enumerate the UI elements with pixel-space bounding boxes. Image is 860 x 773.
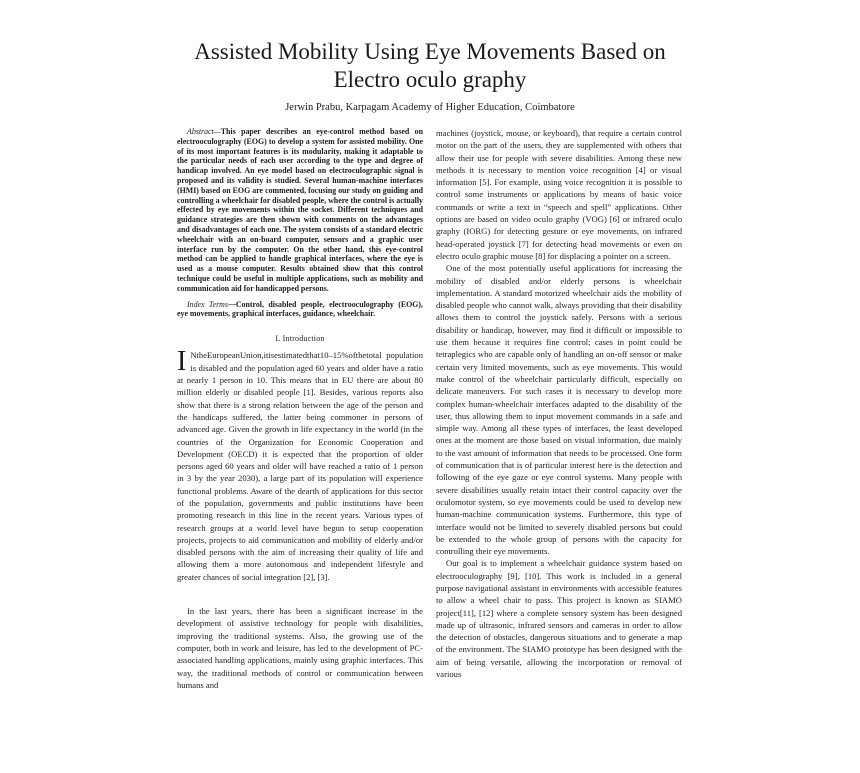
paper-title-line-2: Electro oculo graphy	[333, 67, 527, 92]
abstract-label: Abstract—	[187, 127, 221, 136]
right-column	[436, 127, 682, 680]
right-paragraph-2: One of the most potentially useful applications for increasing the mobility of disabled and/or elderly persons is wheelchair implementation. A standard motorized wheelchair aids the mobility of disabled people who cannot walk, always providing that their disability allows them to control the joystick safely. Persons with a serious disability or handicap, however, may find it difficult or impossible to use them because it requires fine control; cases in point could be tetraplegics who are capable only of handling an on-off sensor or make certain very limited movements, such as eye movements. This would make control of the wheelchair particularly difficult, especially on delicate maneuvers. For such cases it is necessary to develop more complex human-wheelchair interfaces adapted to the disability of the user, thus allowing them to input movement commands in a safe and simple way. Among all these types of interfaces, the least developed ones at the moment are those based on visual information, due mainly to the vast amount of information that needs to be processed. One form of communication that is of particular interest here is the detection and following of the eye gaze or eye control systems. Many people with severe disabilities usually retain intact their control capacity over the oculomotor system, so eye movements could be used to develop new human-machine communication systems. Furthermore, this type of interface would not be limited to severely disabled persons but could be extended to the whole group of persons with the capacity for controlling their eye movements.	[436, 263, 682, 557]
section-heading-introduction: I. Introduction	[275, 334, 325, 344]
drop-cap: I	[177, 346, 187, 378]
index-terms-text: —Control, disabled people, electrooculography (EOG), eye movements, graphical interfaces, guidance, wheelchair.	[177, 299, 423, 319]
intro-paragraph-1-text: NtheEuropeanUnion,itisestimatedthat10–15%ofthetotal population is disabled and the population aged 60 years and older have a ratio at nearly 1 person in 10. This means that in EU there are about 80 million elderly or disabled people [1]. Besides, various reports also show that there is a strong relation between the age of the person and the handicaps suffered, the latter being commoner in persons of advanced age. Given the growth in life expectancy in the world (in the countries of the Organization for Economic Cooperation and Development (OECD) it is expected that the proportion of older persons aged 60 years and older will have reached a ratio of 1 person in 3 by the year 2030), a large part of its population will experience functional problems. Aware of the dearth of applications for this sector of the population, governments and public institutions have been promoting research in this line in the recent years. Various types of research groups at a world level have begun to setup cooperation projects, projects to aid communication and mobility of elderly and/or disabled persons with the aim of increasing their quality of life and allowing them a more autonomous and independent lifestyle and greater chances of social integration [2], [3].	[177, 350, 423, 582]
abstract-text: This paper describes an eye-control method based on electrooculography (EOG) to develop a system for assisted mobility. One of its most important features is its modularity, making it adaptable to the particular needs of each user according to the type and degree of handicap involved. An eye model based on electroculographic signal is proposed and its validity is studied. Several human-machine interfaces (HMI) based on EOG are commented, focusing our study on guiding and controlling a wheelchair for disabled people, where the control is actually effected by eye movements within the socket. Different techniques and guidance strategies are then shown with comments on the advantages and disadvantages of each one. The system consists of a standard electric wheelchair with an on-board computer, sensors and a graphic user interface run by the computer. On the other hand, this eye-control method can be applied to handle graphical interfaces, where the eye is used as a mouse computer. Results obtained show that this control technique could be useful in multiple applications, such as mobility and communication aid for handicapped persons.	[177, 127, 423, 293]
paper-title	[120, 38, 740, 94]
paragraph-gap	[177, 583, 423, 605]
left-column	[177, 127, 423, 691]
index-terms-label: Index Terms	[187, 299, 228, 309]
right-paragraph-3: Our goal is to implement a wheelchair guidance system based on electrooculography [9], [10]. This work is included in a general purpose navigational assistant in environments with accessible features to allow a wheel chair to pass. This project is known as SIAMO project[11], [12] where a complete sensory system has been designed made up of ultrasonic, infrared sensors and cameras in order to allow the detection of obstacles, dangerous situations and to generate a map of the environment. The SIAMO prototype has been designed with the aim of being versatile, allowing the incorporation or removal of various	[436, 558, 682, 680]
intro-paragraph-2: In the last years, there has been a significant increase in the development of assistive technology for people with disabilities, improving the traditional systems. Also, the growing use of the computer, both in work and leisure, has led to the development of PC-associated handling applications, mainly using graphic interfaces. This way, the traditional methods of control or communication between humans and	[177, 606, 423, 690]
right-paragraph-1: machines (joystick, mouse, or keyboard), that require a certain control motor on the part of the users, they are supplemented with others that allow their use for people with severe disabilities. Among these new methods it is necessary to mention voice recognition [4] or visual information [5]. For example, using voice recognition it is possible to control some instruments or applications by means of basic voice commands or write a text in “speech and spell” applications. Other options are based on video oculo graphy (VOG) [6] or infrared oculo graphy (IORG) for detecting gesture or eye movements, on infrared head-operated joystick [7] for detecting head movements or even on electro oculo graphic mouse [8] for displacing a pointer on a screen.	[436, 128, 682, 261]
index-terms	[177, 300, 423, 320]
author-line: Jerwin Prabu, Karpagam Academy of Higher Education, Coimbatore	[285, 102, 575, 113]
intro-paragraph-1	[177, 346, 423, 583]
paper-title-line-1: Assisted Mobility Using Eye Movements Based on	[194, 39, 666, 64]
abstract	[177, 127, 423, 294]
